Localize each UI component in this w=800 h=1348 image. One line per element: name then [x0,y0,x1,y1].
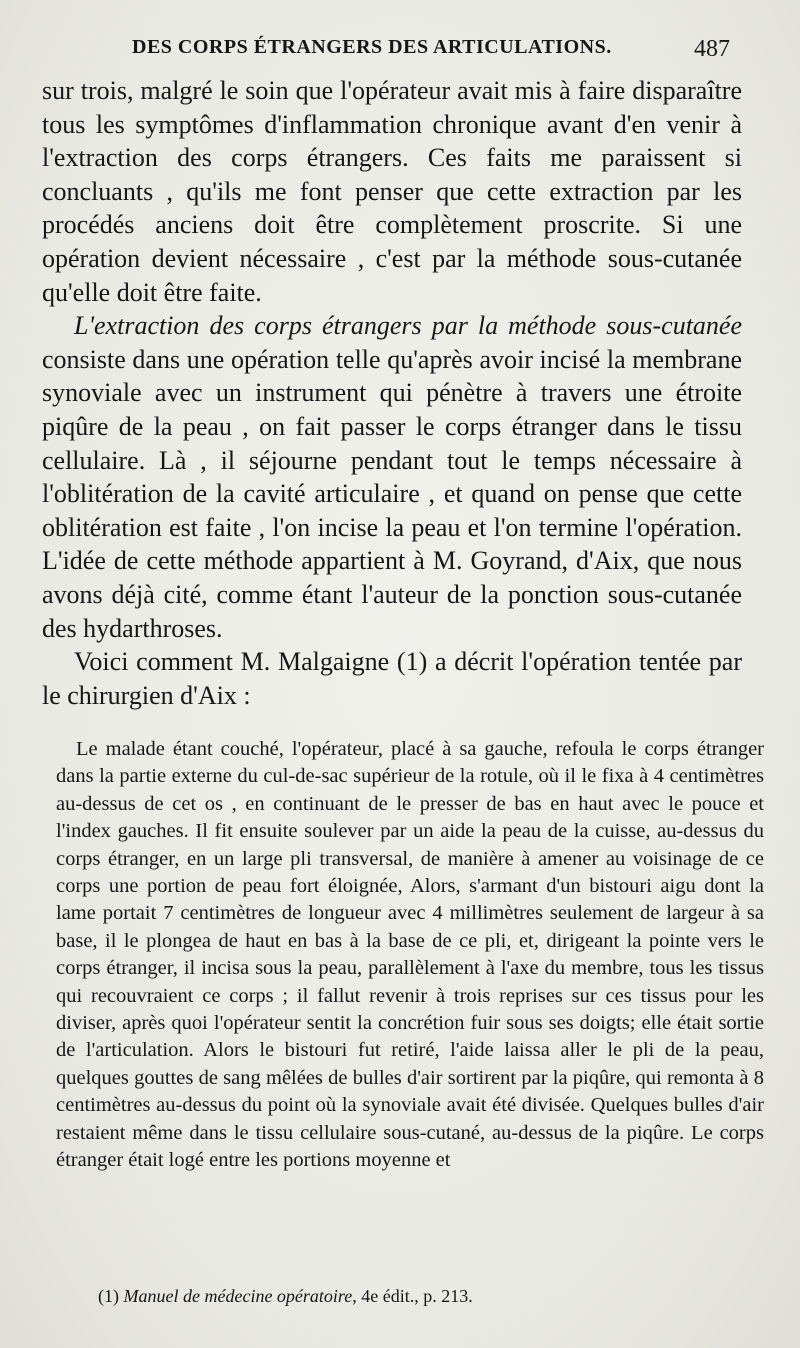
paragraph-2 [42,309,742,645]
footnote-details: , 4e édit., p. 213. [352,1286,473,1306]
page-number: 487 [694,36,730,62]
footnote-title: Manuel de médecine opératoire [123,1286,353,1306]
quoted-passage [56,736,764,1175]
paragraph-2-text: consiste dans une opération telle qu'après avoir incisé la membrane synoviale avec un instrument qui pénètre à travers une étroite piqûre de la peau , on fait passer le corps étranger dans le tissu cellulaire. Là , il séjourne pendant tout le temps nécessaire à l'oblitération de la cavité articulaire , et quand on pense que cette oblitération est faite , l'on incise la peau et l'on termine l'opération. L'idée de cette méthode appartient à M. Goyrand, d'Aix, que nous avons déjà cité, comme étant l'auteur de la ponction sous-cutanée des hydarthroses. [42,344,742,643]
quoted-paragraph: Le malade étant couché, l'opérateur, placé à sa gauche, refoula le corps étranger dans la partie externe du cul-de-sac supérieur de la rotule, où il le fixa à 4 centimètres au-dessus de cet os , en continuant de le presser de bas en haut avec le pouce et l'index gauches. Il fit ensuite soulever par un aide la peau de la cuisse, au-dessus du corps étranger, en un large pli transversal, de manière à amener au voisinage de ce corps une portion de peau fort éloignée, Alors, s'armant d'un bistouri aigu dont la lame portait 7 centimètres de longueur avec 4 millimètres seulement de largeur à sa base, il le plongea de haut en bas à la base de ce pli, et, dirigeant la pointe vers le corps étranger, il incisa sous la peau, parallèlement à l'axe du membre, tous les tissus qui recouvraient ce corps ; il fallut revenir à trois reprises sur ces tissus pour les diviser, après quoi l'opérateur sentit la concrétion fuir sous ses doigts; elle était sortie de l'articulation. Alors le bistouri fut retiré, l'aide laissa aller le pli de la peau, quelques gouttes de sang mêlées de bulles d'air sortirent par la piqûre, qui remonta à 8 centimètres au-dessus du point où la synoviale avait été divisée. Quelques bulles d'air restaient même dans le tissu cellulaire sous-cutané, au-dessus de la piqûre. Le corps étranger était logé entre les portions moyenne et [56,738,764,1172]
paragraph-1: sur trois, malgré le soin que l'opérateur avait mis à faire disparaître tous les symptômes d'inflammation chronique avant d'en venir à l'extraction des corps étrangers. Ces faits me paraissent si concluants , qu'ils me font penser que cette extraction par les procédés anciens doit être complètement proscrite. Si une opération devient nécessaire , c'est par la méthode sous-cutanée qu'elle doit être faite. [42,76,742,307]
main-text [42,74,742,712]
footnote [98,1286,473,1307]
page-header [132,36,730,66]
footnote-marker: (1) [98,1286,119,1306]
paragraph-2-italic-lead: L'extraction des corps étrangers par la méthode sous-cutanée [74,311,742,341]
running-title: DES CORPS ÉTRANGERS DES ARTICULATIONS. [132,36,612,58]
paragraph-3: Voici comment M. Malgaigne (1) a décrit l'opération tentée par le chirurgien d'Aix : [42,647,742,710]
